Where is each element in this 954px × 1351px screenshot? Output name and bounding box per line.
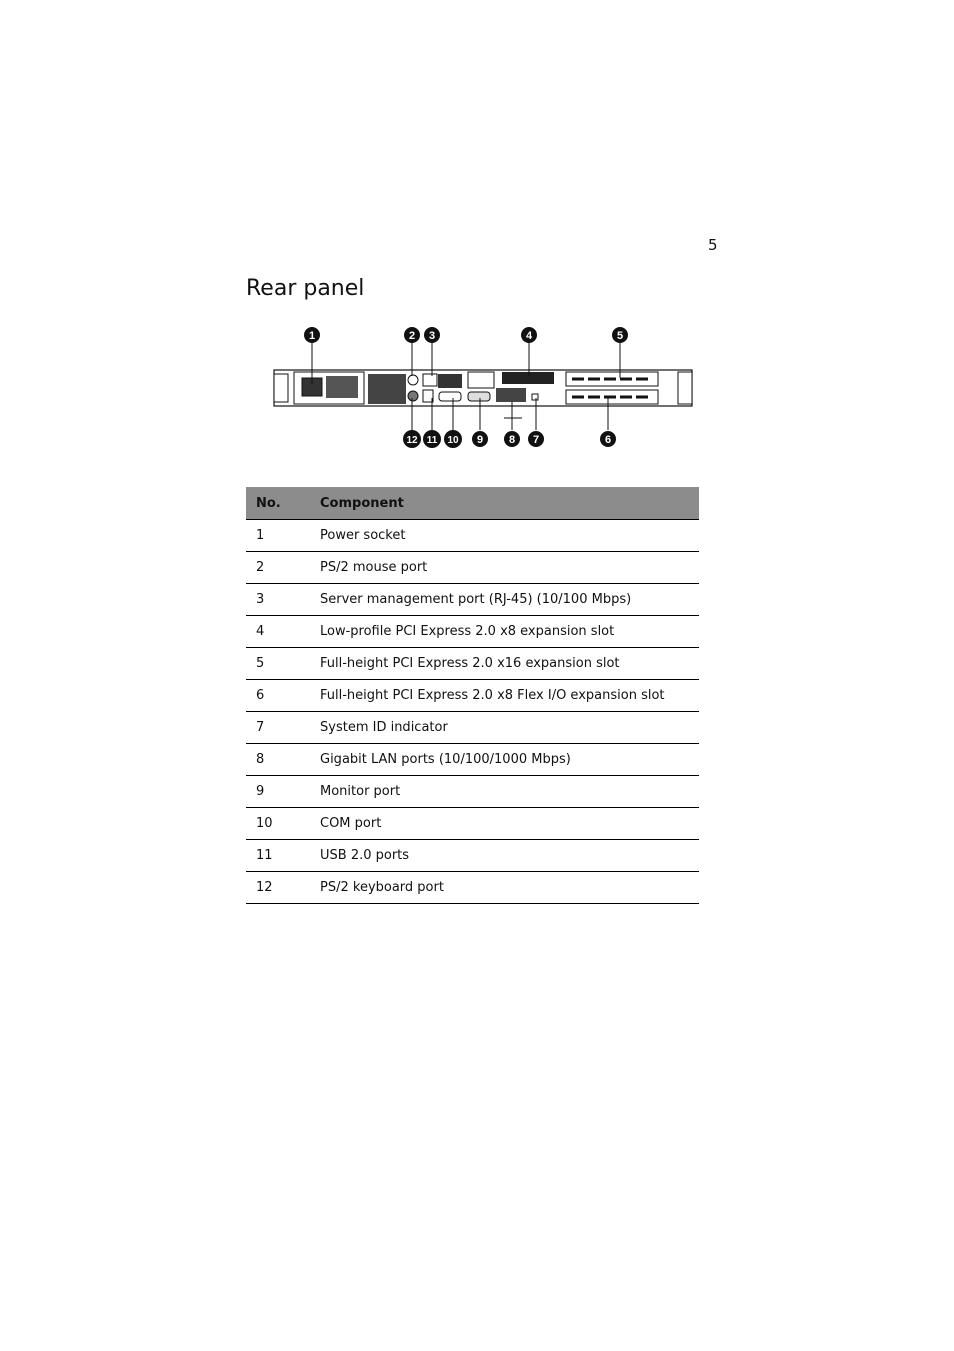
callout-11 [423, 430, 441, 448]
table-header-row [246, 487, 699, 520]
table-row [246, 520, 699, 552]
svg-text:7: 7 [532, 434, 540, 446]
components-table [246, 487, 699, 904]
callout-6 [600, 431, 616, 447]
svg-text:10: 10 [447, 435, 459, 446]
page-heading: Rear panel [246, 276, 365, 301]
rack-ear-left [274, 374, 288, 402]
svg-text:8: 8 [508, 434, 516, 446]
callout-9 [472, 431, 488, 447]
callout-1 [304, 327, 320, 343]
page-number: 5 [708, 236, 718, 254]
table-row [246, 712, 699, 744]
svg-text:11: 11 [426, 435, 438, 446]
cell-no: 9 [246, 776, 320, 808]
cell-component: Gigabit LAN ports (10/100/1000 Mbps) [320, 744, 699, 776]
cell-component: USB 2.0 ports [320, 840, 699, 872]
ps2-mouse-port-shape [408, 375, 418, 385]
svg-text:9: 9 [476, 434, 484, 446]
svg-text:6: 6 [604, 434, 612, 446]
table-row [246, 648, 699, 680]
table-row [246, 808, 699, 840]
cell-component: PS/2 keyboard port [320, 872, 699, 904]
callout-7 [528, 431, 544, 447]
cell-component: Full-height PCI Express 2.0 x16 expansion slot [320, 648, 699, 680]
system-id-led [532, 394, 538, 400]
cell-no: 3 [246, 584, 320, 616]
header-component: Component [320, 487, 699, 520]
cell-no: 12 [246, 872, 320, 904]
svg-text:3: 3 [428, 330, 436, 342]
cell-no: 6 [246, 680, 320, 712]
cell-no: 2 [246, 552, 320, 584]
cell-component: Full-height PCI Express 2.0 x8 Flex I/O expansion slot [320, 680, 699, 712]
cell-no: 8 [246, 744, 320, 776]
vent-block [368, 374, 406, 404]
callout-4 [521, 327, 537, 343]
rear-panel-diagram [246, 318, 706, 458]
cell-component: Low-profile PCI Express 2.0 x8 expansion slot [320, 616, 699, 648]
callout-3 [424, 327, 440, 343]
table-row [246, 744, 699, 776]
callout-2 [404, 327, 420, 343]
cell-no: 1 [246, 520, 320, 552]
table-row [246, 616, 699, 648]
mgmt-port-shape [423, 374, 437, 386]
lan-ports-shape [496, 388, 526, 402]
header-no: No. [246, 487, 320, 520]
rack-ear-right [678, 372, 692, 404]
table-row [246, 552, 699, 584]
svg-text:5: 5 [616, 330, 624, 342]
svg-text:12: 12 [406, 435, 418, 446]
callout-5 [612, 327, 628, 343]
callout-12 [403, 430, 421, 448]
cell-no: 10 [246, 808, 320, 840]
table-row [246, 584, 699, 616]
svg-text:2: 2 [408, 330, 416, 342]
cell-no: 11 [246, 840, 320, 872]
table-row [246, 680, 699, 712]
table-row [246, 840, 699, 872]
callout-8 [504, 431, 520, 447]
low-profile-slot-shape [502, 372, 554, 384]
svg-text:1: 1 [308, 330, 316, 342]
cell-component: PS/2 mouse port [320, 552, 699, 584]
svg-text:4: 4 [525, 330, 533, 342]
psu-fan-grille [326, 376, 358, 398]
ps2-keyboard-port-shape [408, 391, 418, 401]
callout-10 [444, 430, 462, 448]
cell-component: Monitor port [320, 776, 699, 808]
cell-no: 7 [246, 712, 320, 744]
cell-component: Power socket [320, 520, 699, 552]
cell-component: Server management port (RJ-45) (10/100 Mbps) [320, 584, 699, 616]
io-vent [438, 374, 462, 388]
table-row [246, 776, 699, 808]
io-block [468, 372, 494, 388]
table-row [246, 872, 699, 904]
cell-component: System ID indicator [320, 712, 699, 744]
cell-no: 4 [246, 616, 320, 648]
monitor-port-shape [468, 392, 490, 401]
cell-no: 5 [246, 648, 320, 680]
cell-component: COM port [320, 808, 699, 840]
com-port-shape [439, 392, 461, 401]
